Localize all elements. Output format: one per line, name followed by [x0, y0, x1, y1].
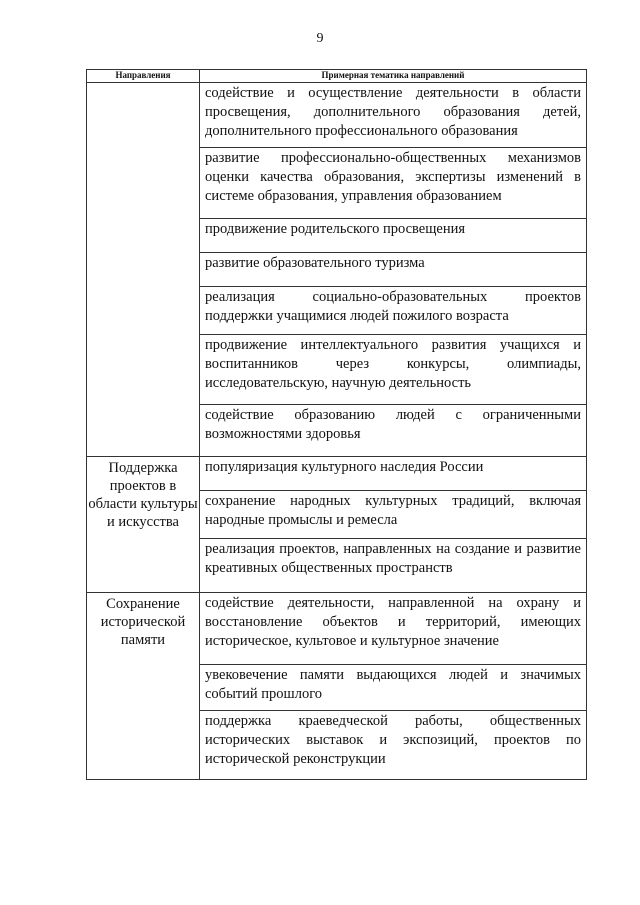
topic-text: сохранение народных культурных традиций, включая народные промыслы и ремесла: [205, 493, 581, 528]
topic-cell: [200, 253, 587, 287]
topic-cell: [200, 457, 587, 491]
topic-cell: [200, 593, 587, 665]
topic-text: реализация проектов, направленных на создание и развитие креативных общественных пространств: [205, 541, 581, 576]
table-row: [87, 457, 587, 491]
direction-label: Поддержка проектов в области культуры и искусства: [88, 460, 198, 530]
direction-cell-continued: [87, 83, 200, 457]
header-topics: Примерная тематика направлений: [200, 70, 587, 83]
topic-cell: [200, 287, 587, 335]
topic-cell: [200, 83, 587, 148]
topic-text: поддержка краеведческой работы, общественных исторических выставок и экспозиций, проектов по исторической реконструкции: [205, 713, 581, 767]
topic-text: реализация социально-образовательных проектов поддержки учащимися людей пожилого возраста: [205, 289, 581, 324]
topic-text: содействие образованию людей с ограниченными возможностями здоровья: [205, 407, 581, 442]
direction-cell-culture: [87, 457, 200, 593]
directions-table: [86, 69, 587, 780]
header-directions: Направления: [87, 70, 200, 83]
topic-text: продвижение интеллектуального развития учащихся и воспитанников через конкурсы, олимпиады, исследовательскую, научную деятельность: [205, 337, 581, 391]
topic-text: продвижение родительского просвещения: [205, 221, 466, 237]
direction-label: Сохранение исторической памяти: [100, 596, 186, 648]
table-row: [87, 593, 587, 665]
topic-cell: [200, 665, 587, 711]
topic-cell: [200, 335, 587, 405]
topic-cell: [200, 405, 587, 457]
topic-text: содействие деятельности, направленной на охрану и восстановление объектов и территорий, имеющих историческое, культовое и культурное значение: [205, 595, 581, 649]
topic-cell: [200, 491, 587, 539]
table-row: [87, 83, 587, 148]
topic-cell: [200, 148, 587, 219]
topic-cell: [200, 711, 587, 780]
topic-text: содействие и осуществление деятельности в области просвещения, дополнительного образования детей, дополнительного профессионального образования: [205, 85, 581, 139]
topic-cell: [200, 539, 587, 593]
topic-text: популяризация культурного наследия России: [205, 459, 484, 475]
direction-cell-history: [87, 593, 200, 780]
page-number: 9: [316, 31, 324, 46]
topic-text: увековечение памяти выдающихся людей и значимых событий прошлого: [205, 667, 581, 702]
topic-text: развитие образовательного туризма: [205, 255, 425, 271]
topic-cell: [200, 219, 587, 253]
table-header-row: [87, 70, 587, 83]
topic-text: развитие профессионально-общественных механизмов оценки качества образования, экспертизы изменений в системе образования, управления образованием: [205, 150, 581, 204]
